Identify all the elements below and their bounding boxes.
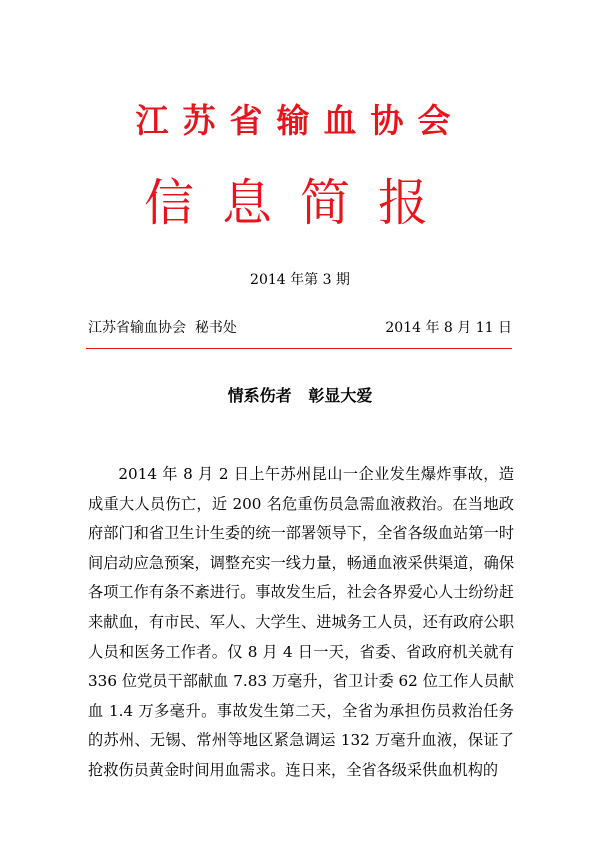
red-divider xyxy=(86,348,512,349)
article-title: 情系伤者 彰显大爱 xyxy=(227,386,373,405)
organization-title: 江苏省输血协会 xyxy=(135,101,465,140)
publisher-row xyxy=(88,318,512,338)
publisher: 江苏省输血协会 秘书处 xyxy=(88,320,237,336)
issue-number: 2014 年第 3 期 xyxy=(250,272,350,288)
publish-date: 2014 年 8 月 11 日 xyxy=(385,320,512,336)
bulletin-title: 信息简报 xyxy=(144,174,456,232)
article-body: 2014 年 8 月 2 日上午苏州昆山一企业发生爆炸事故，造成重大人员伤亡，近 200 名危重伤员急需血液救治。在当地政府部门和省卫生计生委的统一部署领导下，全省各级血站第一时间启动应急预案，调整充实一线力量，畅通血液采供渠道，确保各项工作有条不紊进行。事故发生后，社会各界爱心人士纷纷赶来献血，有市民、军人、大学生、进城务工人员，还有政府公职人员和医务工作者。仅 8 月 4 日一天，省委、省政府机关就有 336 位党员干部献血 7.83 万毫升，省卫计委 62 位工作人员献血 1.4 万多毫升。事故发生第二天，全省为承担伤员救治任务的苏州、无锡、常州等地区紧急调运 132 万毫升血液，保证了抢救伤员黄金时间用血需求。连日来，全省各级采供血机构的 xyxy=(88,465,514,779)
